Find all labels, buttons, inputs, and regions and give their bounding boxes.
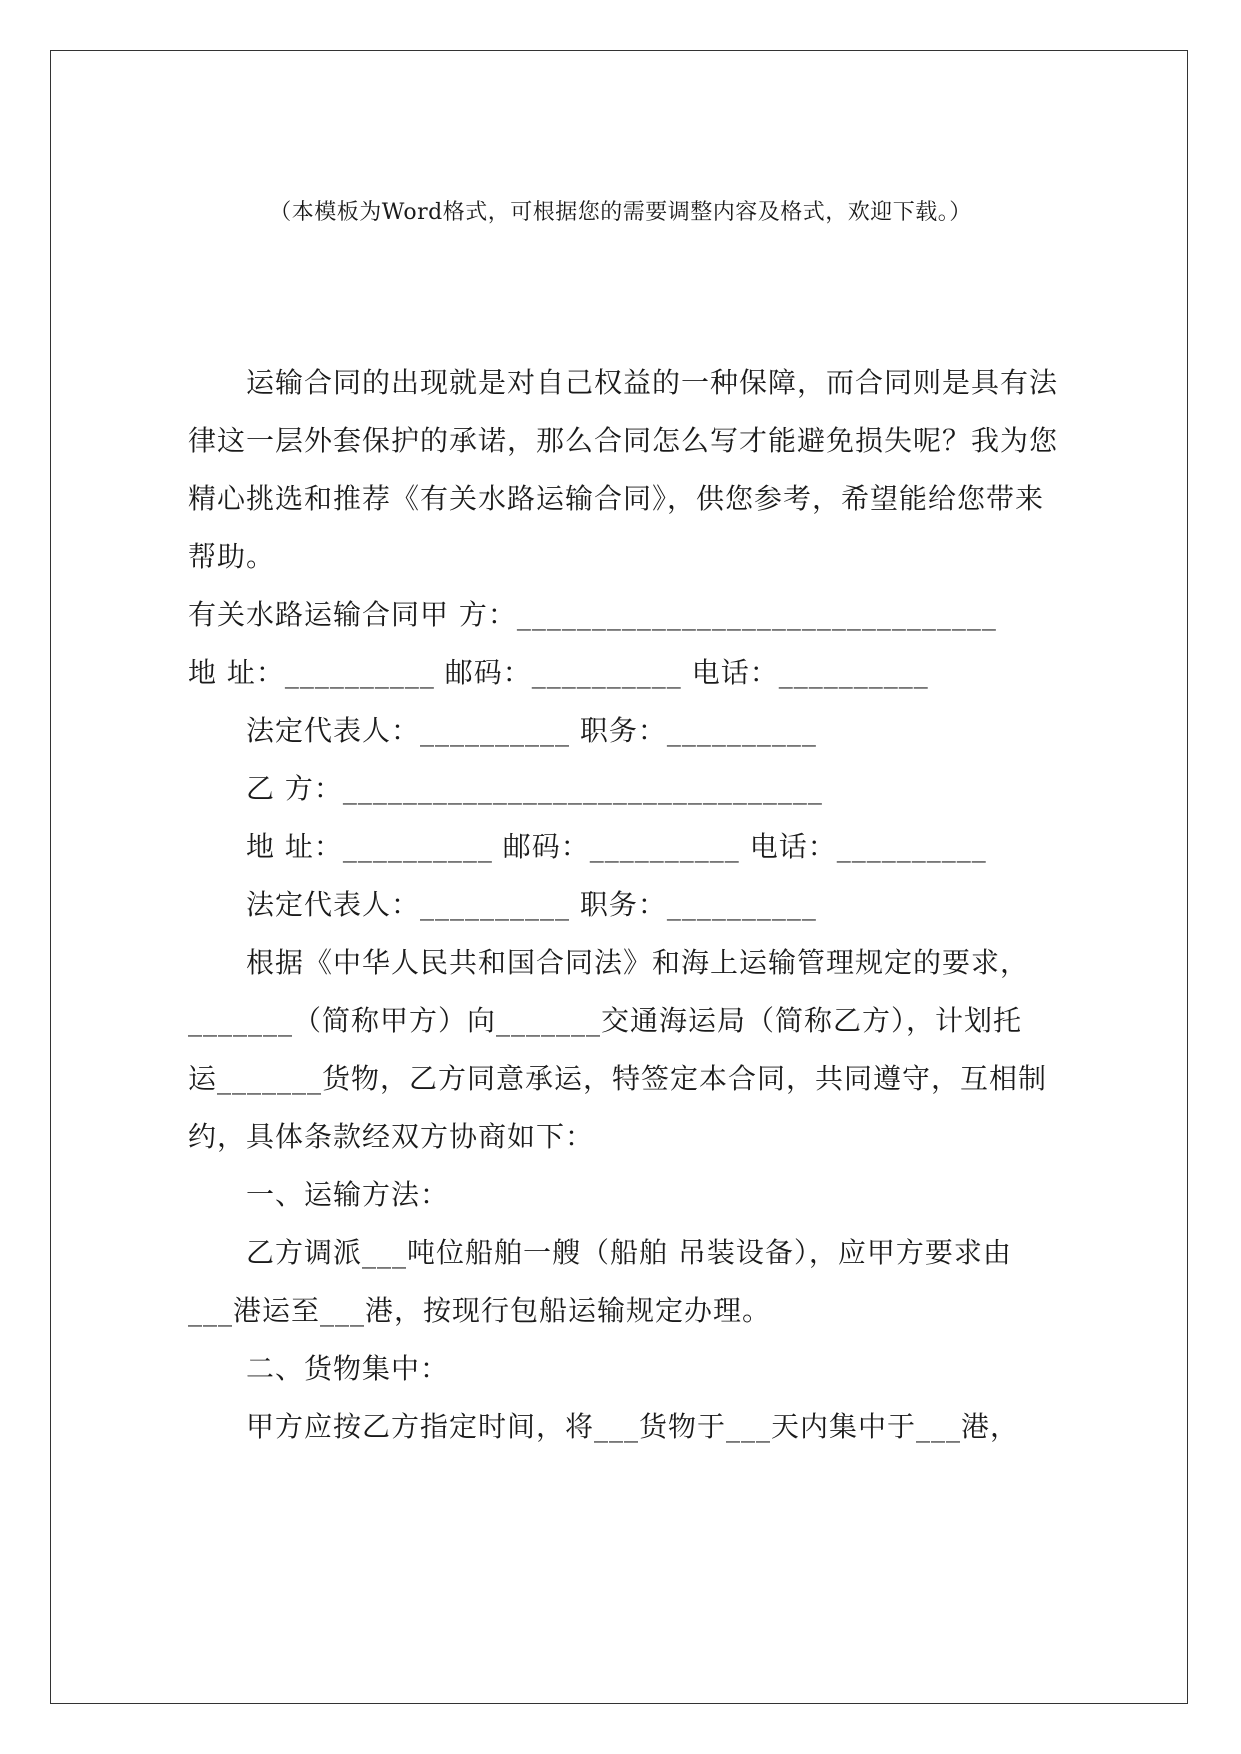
page-border — [50, 50, 1188, 1704]
party-b-address-line: 地 址：__________ 邮码：__________ 电话：__________ — [246, 830, 987, 863]
transport-line-2: ___港运至___港，按现行包船运输规定办理。 — [188, 1294, 772, 1327]
template-note: （本模板为Word格式，可根据您的需要调整内容及格式，欢迎下载。） — [269, 200, 972, 225]
intro-line-3: 精心挑选和推荐《有关水路运输合同》，供您参考，希望能给您带来 — [188, 482, 1045, 515]
intro-line-2: 律这一层外套保护的承诺，那么合同怎么写才能避免损失呢？我为您 — [188, 424, 1059, 457]
party-b-line: 乙 方：________________________________ — [246, 772, 823, 805]
section-heading-transport: 一、运输方法： — [246, 1178, 450, 1211]
basis-line-4: 约，具体条款经双方协商如下： — [188, 1120, 595, 1153]
basis-line-3: 运_______货物，乙方同意承运，特签定本合同，共同遵守，互相制 — [188, 1062, 1048, 1095]
party-b-representative-line: 法定代表人：__________ 职务：__________ — [246, 888, 817, 921]
basis-line-2: _______（简称甲方）向_______交通海运局（简称乙方），计划托 — [188, 1004, 1023, 1037]
section-heading-cargo: 二、货物集中： — [246, 1352, 450, 1385]
basis-line-1: 根据《中华人民共和国合同法》和海上运输管理规定的要求， — [246, 946, 1030, 979]
intro-line-4: 帮助。 — [188, 540, 276, 573]
intro-line-1: 运输合同的出现就是对自己权益的一种保障，而合同则是具有法 — [246, 366, 1059, 399]
party-a-address-line: 地 址：__________ 邮码：__________ 电话：__________ — [188, 656, 929, 689]
cargo-line-1: 甲方应按乙方指定时间，将___货物于___天内集中于___港， — [246, 1410, 1020, 1443]
party-a-representative-line: 法定代表人：__________ 职务：__________ — [246, 714, 817, 747]
party-a-line: 有关水路运输合同甲 方：________________________________ — [188, 598, 997, 631]
transport-line-1: 乙方调派___吨位船舶一艘（船舶 吊装设备），应甲方要求由 — [246, 1236, 1012, 1269]
